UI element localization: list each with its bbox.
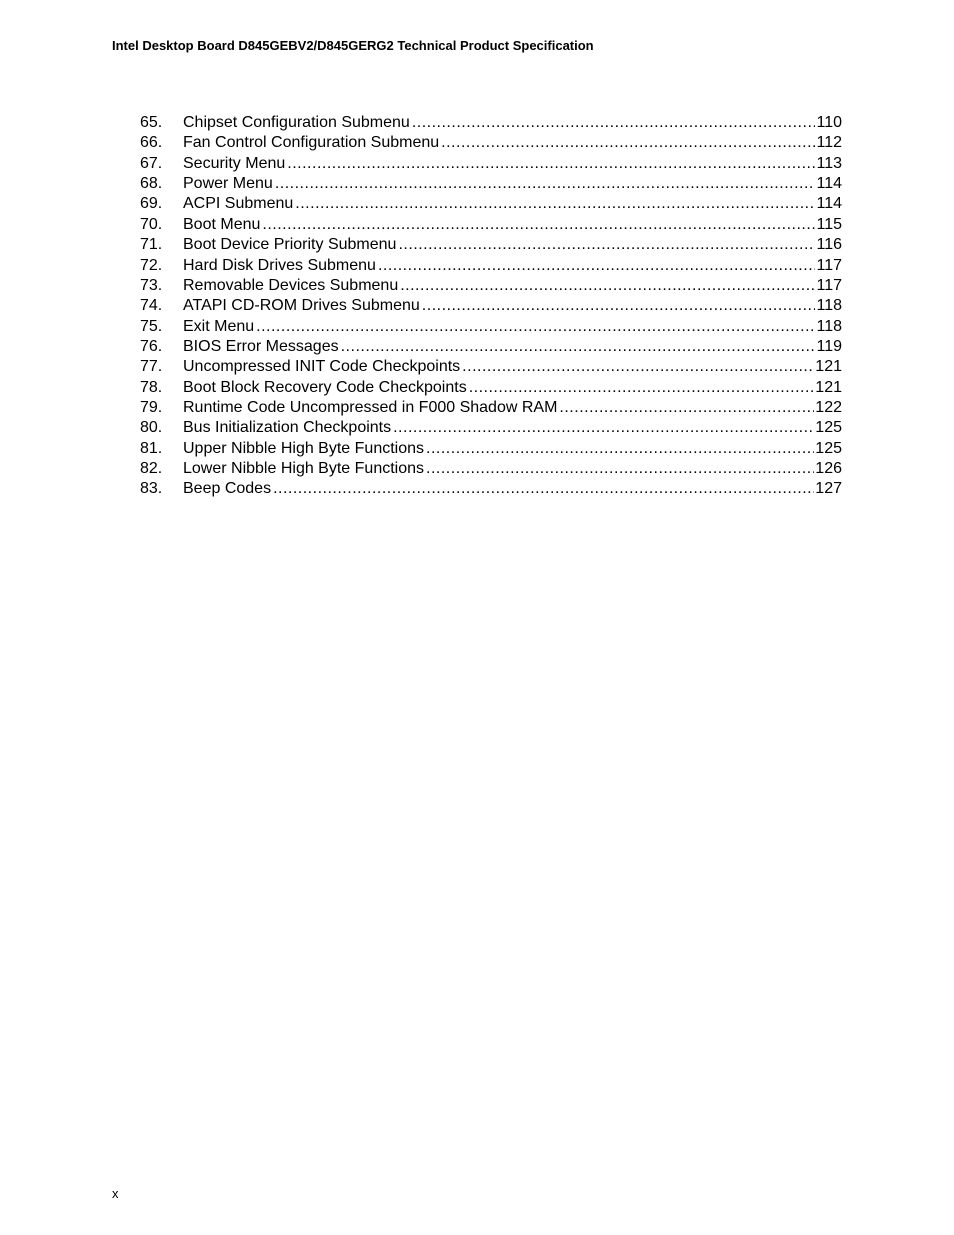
toc-entry-number: 80. xyxy=(140,419,163,437)
toc-dot-leader xyxy=(295,194,815,214)
toc-entry-number: 75. xyxy=(140,317,163,335)
toc-entry-page: 125 xyxy=(815,419,842,437)
toc-dot-leader xyxy=(412,113,816,133)
table-of-figures xyxy=(140,113,842,500)
toc-dot-leader xyxy=(559,398,814,418)
toc-entry[interactable] xyxy=(140,154,842,174)
toc-entry-page: 121 xyxy=(815,358,842,376)
toc-entry[interactable] xyxy=(140,133,842,153)
toc-entry-page: 118 xyxy=(816,317,842,335)
toc-entry[interactable] xyxy=(140,235,842,255)
toc-entry[interactable] xyxy=(140,459,842,479)
toc-entry-page: 114 xyxy=(816,175,842,193)
toc-dot-leader xyxy=(422,296,816,316)
toc-dot-leader xyxy=(426,439,814,459)
toc-entry-title: Boot Menu xyxy=(183,215,261,233)
toc-entry-page: 113 xyxy=(816,154,842,172)
toc-entry-number: 77. xyxy=(140,358,163,376)
toc-entry-number: 69. xyxy=(140,195,163,213)
toc-dot-leader xyxy=(262,215,815,235)
toc-entry-number: 70. xyxy=(140,215,163,233)
toc-dot-leader xyxy=(400,276,815,296)
toc-entry-number: 67. xyxy=(140,154,163,172)
toc-entry-number: 76. xyxy=(140,337,163,355)
toc-entry-page: 110 xyxy=(816,114,842,131)
toc-entry-title: Bus Initialization Checkpoints xyxy=(183,419,392,437)
toc-entry-page: 126 xyxy=(815,460,842,478)
toc-entry[interactable] xyxy=(140,418,842,438)
page-number: x xyxy=(112,1186,119,1201)
toc-entry-number: 83. xyxy=(140,480,163,498)
toc-entry-number: 66. xyxy=(140,134,163,152)
toc-entry-page: 117 xyxy=(816,276,842,294)
toc-entry-title: Lower Nibble High Byte Functions xyxy=(183,460,425,478)
toc-entry-title: Power Menu xyxy=(183,175,273,193)
toc-entry-page: 127 xyxy=(815,480,842,498)
toc-entry-page: 116 xyxy=(816,236,842,254)
toc-entry-page: 118 xyxy=(816,297,842,315)
toc-entry-title: Exit Menu xyxy=(183,317,255,335)
toc-entry-title: Boot Device Priority Submenu xyxy=(183,236,397,254)
toc-entry[interactable] xyxy=(140,357,842,377)
toc-dot-leader xyxy=(275,174,816,194)
toc-entry-title: Runtime Code Uncompressed in F000 Shadow RAM xyxy=(183,399,558,417)
toc-entry-number: 81. xyxy=(140,439,163,457)
toc-entry-page: 112 xyxy=(816,134,842,152)
toc-dot-leader xyxy=(273,479,814,499)
toc-dot-leader xyxy=(398,235,815,255)
toc-dot-leader xyxy=(341,337,816,357)
toc-entry-title: Hard Disk Drives Submenu xyxy=(183,256,376,274)
toc-entry-number: 79. xyxy=(140,399,163,417)
toc-entry[interactable] xyxy=(140,439,842,459)
toc-entry[interactable] xyxy=(140,194,842,214)
toc-entry-title: ACPI Submenu xyxy=(183,195,294,213)
toc-entry-page: 125 xyxy=(815,439,842,457)
toc-entry-page: 119 xyxy=(816,337,842,355)
toc-entry-page: 121 xyxy=(815,378,842,396)
toc-entry-number: 65. xyxy=(140,114,163,131)
toc-entry-number: 68. xyxy=(140,175,163,193)
toc-entry-title: BIOS Error Messages xyxy=(183,337,339,355)
toc-entry[interactable] xyxy=(140,378,842,398)
toc-entry[interactable] xyxy=(140,113,842,133)
toc-entry[interactable] xyxy=(140,317,842,337)
toc-entry-title: Security Menu xyxy=(183,154,286,172)
toc-entry[interactable] xyxy=(140,337,842,357)
toc-dot-leader xyxy=(469,378,815,398)
toc-entry-page: 117 xyxy=(816,256,842,274)
page-header: Intel Desktop Board D845GEBV2/D845GERG2 Technical Product Specification xyxy=(112,38,594,53)
toc-entry-title: Fan Control Configuration Submenu xyxy=(183,134,440,152)
toc-dot-leader xyxy=(378,256,816,276)
toc-dot-leader xyxy=(393,418,814,438)
toc-entry[interactable] xyxy=(140,276,842,296)
toc-dot-leader xyxy=(462,357,814,377)
toc-entry-number: 72. xyxy=(140,256,163,274)
toc-dot-leader xyxy=(287,154,815,174)
toc-entry-title: Removable Devices Submenu xyxy=(183,276,399,294)
toc-entry-number: 78. xyxy=(140,378,163,396)
toc-entry[interactable] xyxy=(140,215,842,235)
toc-entry-page: 115 xyxy=(816,215,842,233)
toc-entry-title: Boot Block Recovery Code Checkpoints xyxy=(183,378,467,396)
toc-entry-number: 71. xyxy=(140,236,163,254)
toc-dot-leader xyxy=(426,459,814,479)
toc-dot-leader xyxy=(256,317,815,337)
toc-entry-title: Upper Nibble High Byte Functions xyxy=(183,439,425,457)
toc-entry-number: 82. xyxy=(140,460,163,478)
toc-entry-title: Uncompressed INIT Code Checkpoints xyxy=(183,358,461,376)
toc-entry-page: 114 xyxy=(816,195,842,213)
toc-entry[interactable] xyxy=(140,479,842,499)
toc-entry[interactable] xyxy=(140,256,842,276)
toc-entry-number: 73. xyxy=(140,276,163,294)
toc-entry-number: 74. xyxy=(140,297,163,315)
toc-entry-title: Chipset Configuration Submenu xyxy=(183,114,410,131)
toc-entry-title: ATAPI CD-ROM Drives Submenu xyxy=(183,297,420,315)
toc-entry[interactable] xyxy=(140,296,842,316)
toc-dot-leader xyxy=(441,133,815,153)
toc-entry-page: 122 xyxy=(815,399,842,417)
toc-entry[interactable] xyxy=(140,174,842,194)
toc-entry-title: Beep Codes xyxy=(183,480,272,498)
toc-entry[interactable] xyxy=(140,398,842,418)
